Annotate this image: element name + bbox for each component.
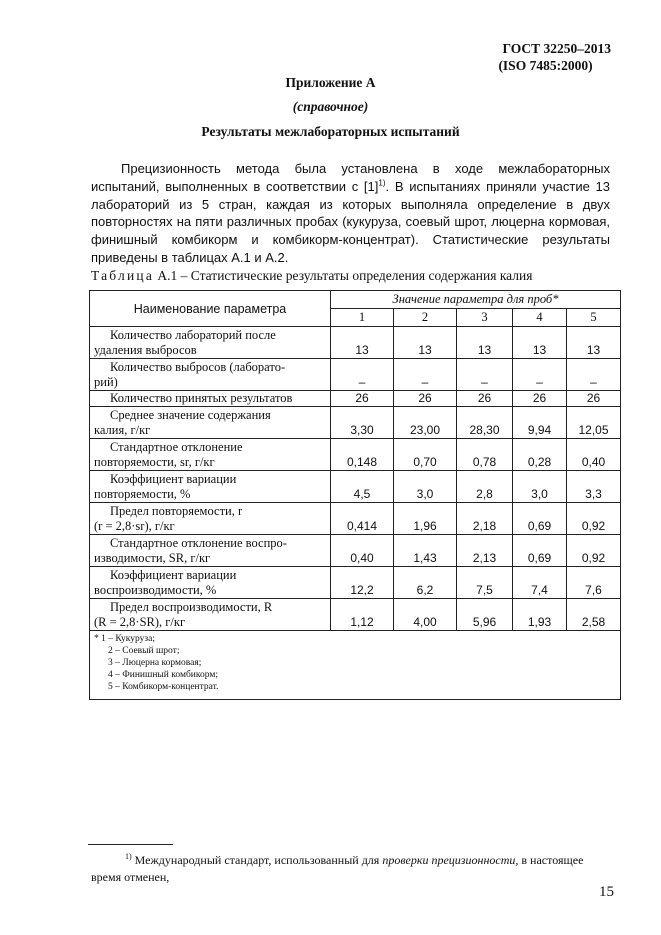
value-cell: 13 (457, 327, 513, 359)
value-cell: 7,5 (457, 567, 513, 599)
parameter-name-line: повторяемости, % (94, 487, 191, 501)
value-cell: 0,40 (567, 439, 621, 471)
value-cell: 0,69 (513, 535, 567, 567)
header-sample: 1 (331, 309, 394, 327)
header-sample: 5 (567, 309, 621, 327)
table-row (90, 439, 621, 471)
value-cell: 0,414 (331, 503, 394, 535)
value-cell: 1,93 (513, 599, 567, 631)
table-row (90, 503, 621, 535)
value-cell: – (457, 359, 513, 391)
footnote-separator (88, 844, 173, 845)
value-cell: – (394, 359, 457, 391)
parameter-name (90, 407, 331, 439)
intro-paragraph (91, 160, 610, 267)
table-caption-text: А.1 – Статистические результаты определения содержания калия (157, 268, 533, 283)
table-row (90, 391, 621, 407)
parameter-name-line: Среднее значение содержания (110, 408, 271, 422)
parameter-name-line: Количество лабораторий после (110, 328, 276, 342)
value-cell: 0,70 (394, 439, 457, 471)
table-body (90, 327, 621, 631)
value-cell: 26 (457, 391, 513, 407)
value-cell: 4,00 (394, 599, 457, 631)
paragraph-text-1: Прецизионность метода была установлена в ходе межлабораторных испытаний, выполненных в соответствии с [1] (91, 161, 610, 194)
value-cell: 0,69 (513, 503, 567, 535)
value-cell: 13 (394, 327, 457, 359)
parameter-name-line: повторяемости, sr, г/кг (94, 455, 215, 469)
value-cell: 4,5 (331, 471, 394, 503)
parameter-name-line: Количество выбросов (лаборато- (110, 360, 286, 374)
value-cell: 2,58 (567, 599, 621, 631)
footnote-text-2: в настоящее время отменен, (91, 853, 584, 884)
parameter-name-line: Предел повторяемости, r (110, 504, 243, 518)
table-row (90, 471, 621, 503)
value-cell: 2,13 (457, 535, 513, 567)
table-row (90, 567, 621, 599)
value-cell: 0,92 (567, 503, 621, 535)
value-cell: 3,3 (567, 471, 621, 503)
value-cell: 0,92 (567, 535, 621, 567)
header-parameter-value: Значение параметра для проб* (331, 291, 621, 309)
note-item: 2 – Соевый шрот; (108, 646, 180, 656)
parameter-name-line: Стандартное отклонение (110, 440, 243, 454)
value-cell: 5,96 (457, 599, 513, 631)
parameter-name (90, 327, 331, 359)
value-cell: 1,12 (331, 599, 394, 631)
standard-number: ГОСТ 32250–2013 (502, 41, 611, 56)
value-cell: 12,05 (567, 407, 621, 439)
page-number: 15 (599, 884, 614, 900)
parameter-name (90, 359, 331, 391)
value-cell: 3,30 (331, 407, 394, 439)
footnote (91, 848, 611, 886)
parameter-name-line: удаления выбросов (94, 343, 197, 357)
value-cell: 2,8 (457, 471, 513, 503)
annex-title: Приложение А (285, 75, 376, 90)
annex-subtitle: (справочное) (292, 99, 369, 114)
value-cell: 13 (567, 327, 621, 359)
note-item: 5 – Комбикорм-концентрат. (108, 682, 219, 692)
header-sample: 3 (457, 309, 513, 327)
parameter-name-line: (r = 2,8·sr), г/кг (94, 519, 175, 533)
table-row (90, 359, 621, 391)
value-cell: 0,28 (513, 439, 567, 471)
note-item: 4 – Финишный комбикорм; (108, 670, 219, 680)
value-cell: 7,6 (567, 567, 621, 599)
footnote-text-1: Международный стандарт, использованный для (134, 853, 380, 867)
table-caption (91, 268, 621, 284)
value-cell: 1,43 (394, 535, 457, 567)
parameter-name-line: (R = 2,8·SR), г/кг (94, 615, 186, 629)
value-cell: 3,0 (513, 471, 567, 503)
value-cell: 26 (394, 391, 457, 407)
value-cell: – (567, 359, 621, 391)
table-row (90, 599, 621, 631)
value-cell: 23,00 (394, 407, 457, 439)
parameter-name-line: Коэффициент вариации (110, 568, 237, 582)
parameter-name-line: Коэффициент вариации (110, 472, 237, 486)
value-cell: 13 (513, 327, 567, 359)
table-row (90, 327, 621, 359)
value-cell: 13 (331, 327, 394, 359)
value-cell: 3,0 (394, 471, 457, 503)
table-notes (90, 631, 621, 700)
value-cell: 7,4 (513, 567, 567, 599)
parameter-name (90, 599, 331, 631)
parameter-name (90, 535, 331, 567)
parameter-name-line: рий) (94, 375, 118, 389)
parameter-name-line: Количество принятых результатов (110, 391, 293, 405)
footnote-ref-mark[interactable]: 1) (378, 178, 386, 188)
table-caption-word: Таблица (91, 268, 155, 283)
table-row (90, 535, 621, 567)
note-item: 3 – Люцерна кормовая; (108, 658, 202, 668)
footnote-text-italic: проверки прецизионности, (382, 853, 519, 867)
parameter-name-line: Предел воспроизводимости, R (110, 600, 273, 614)
value-cell: 12,2 (331, 567, 394, 599)
value-cell: 6,2 (394, 567, 457, 599)
paragraph-text-2: . В испытаниях приняли участие 13 лабораторий из 5 стран, каждая из которых выполняла определение в двух повторностях на пяти различных пробах (кукуруза, соевый шрот, люцерна кормовая, финишный комбикорм и комбикорм-концентрат). Статистические результаты приведены в таблицах А.1 и А.2. (91, 178, 611, 265)
header-parameter-name: Наименование параметра (90, 291, 331, 327)
value-cell: 28,30 (457, 407, 513, 439)
value-cell: 2,18 (457, 503, 513, 535)
value-cell: – (331, 359, 394, 391)
parameter-name-line: воспроизводимости, % (94, 583, 217, 597)
value-cell: 0,78 (457, 439, 513, 471)
value-cell: 0,40 (331, 535, 394, 567)
value-cell: 0,148 (331, 439, 394, 471)
value-cell: 26 (513, 391, 567, 407)
note-item: * 1 – Кукуруза; (94, 634, 155, 644)
parameter-name-line: Стандартное отклонение воспро- (110, 536, 287, 550)
table-row (90, 407, 621, 439)
value-cell: 26 (331, 391, 394, 407)
parameter-name (90, 439, 331, 471)
section-title: Результаты межлабораторных испытаний (201, 124, 460, 139)
value-cell: 9,94 (513, 407, 567, 439)
standard-designation (498, 40, 611, 74)
header-sample: 2 (394, 309, 457, 327)
parameter-name-line: калия, г/кг (94, 423, 151, 437)
parameter-name (90, 391, 331, 407)
parameter-name (90, 567, 331, 599)
header-sample: 4 (513, 309, 567, 327)
iso-reference: (ISO 7485:2000) (498, 58, 593, 73)
value-cell: 1,96 (394, 503, 457, 535)
parameter-name (90, 503, 331, 535)
parameter-name-line: изводимости, SR, г/кг (94, 551, 211, 565)
value-cell: 26 (567, 391, 621, 407)
statistics-table (89, 290, 621, 700)
footnote-mark: 1) (125, 852, 132, 861)
parameter-name (90, 471, 331, 503)
value-cell: – (513, 359, 567, 391)
